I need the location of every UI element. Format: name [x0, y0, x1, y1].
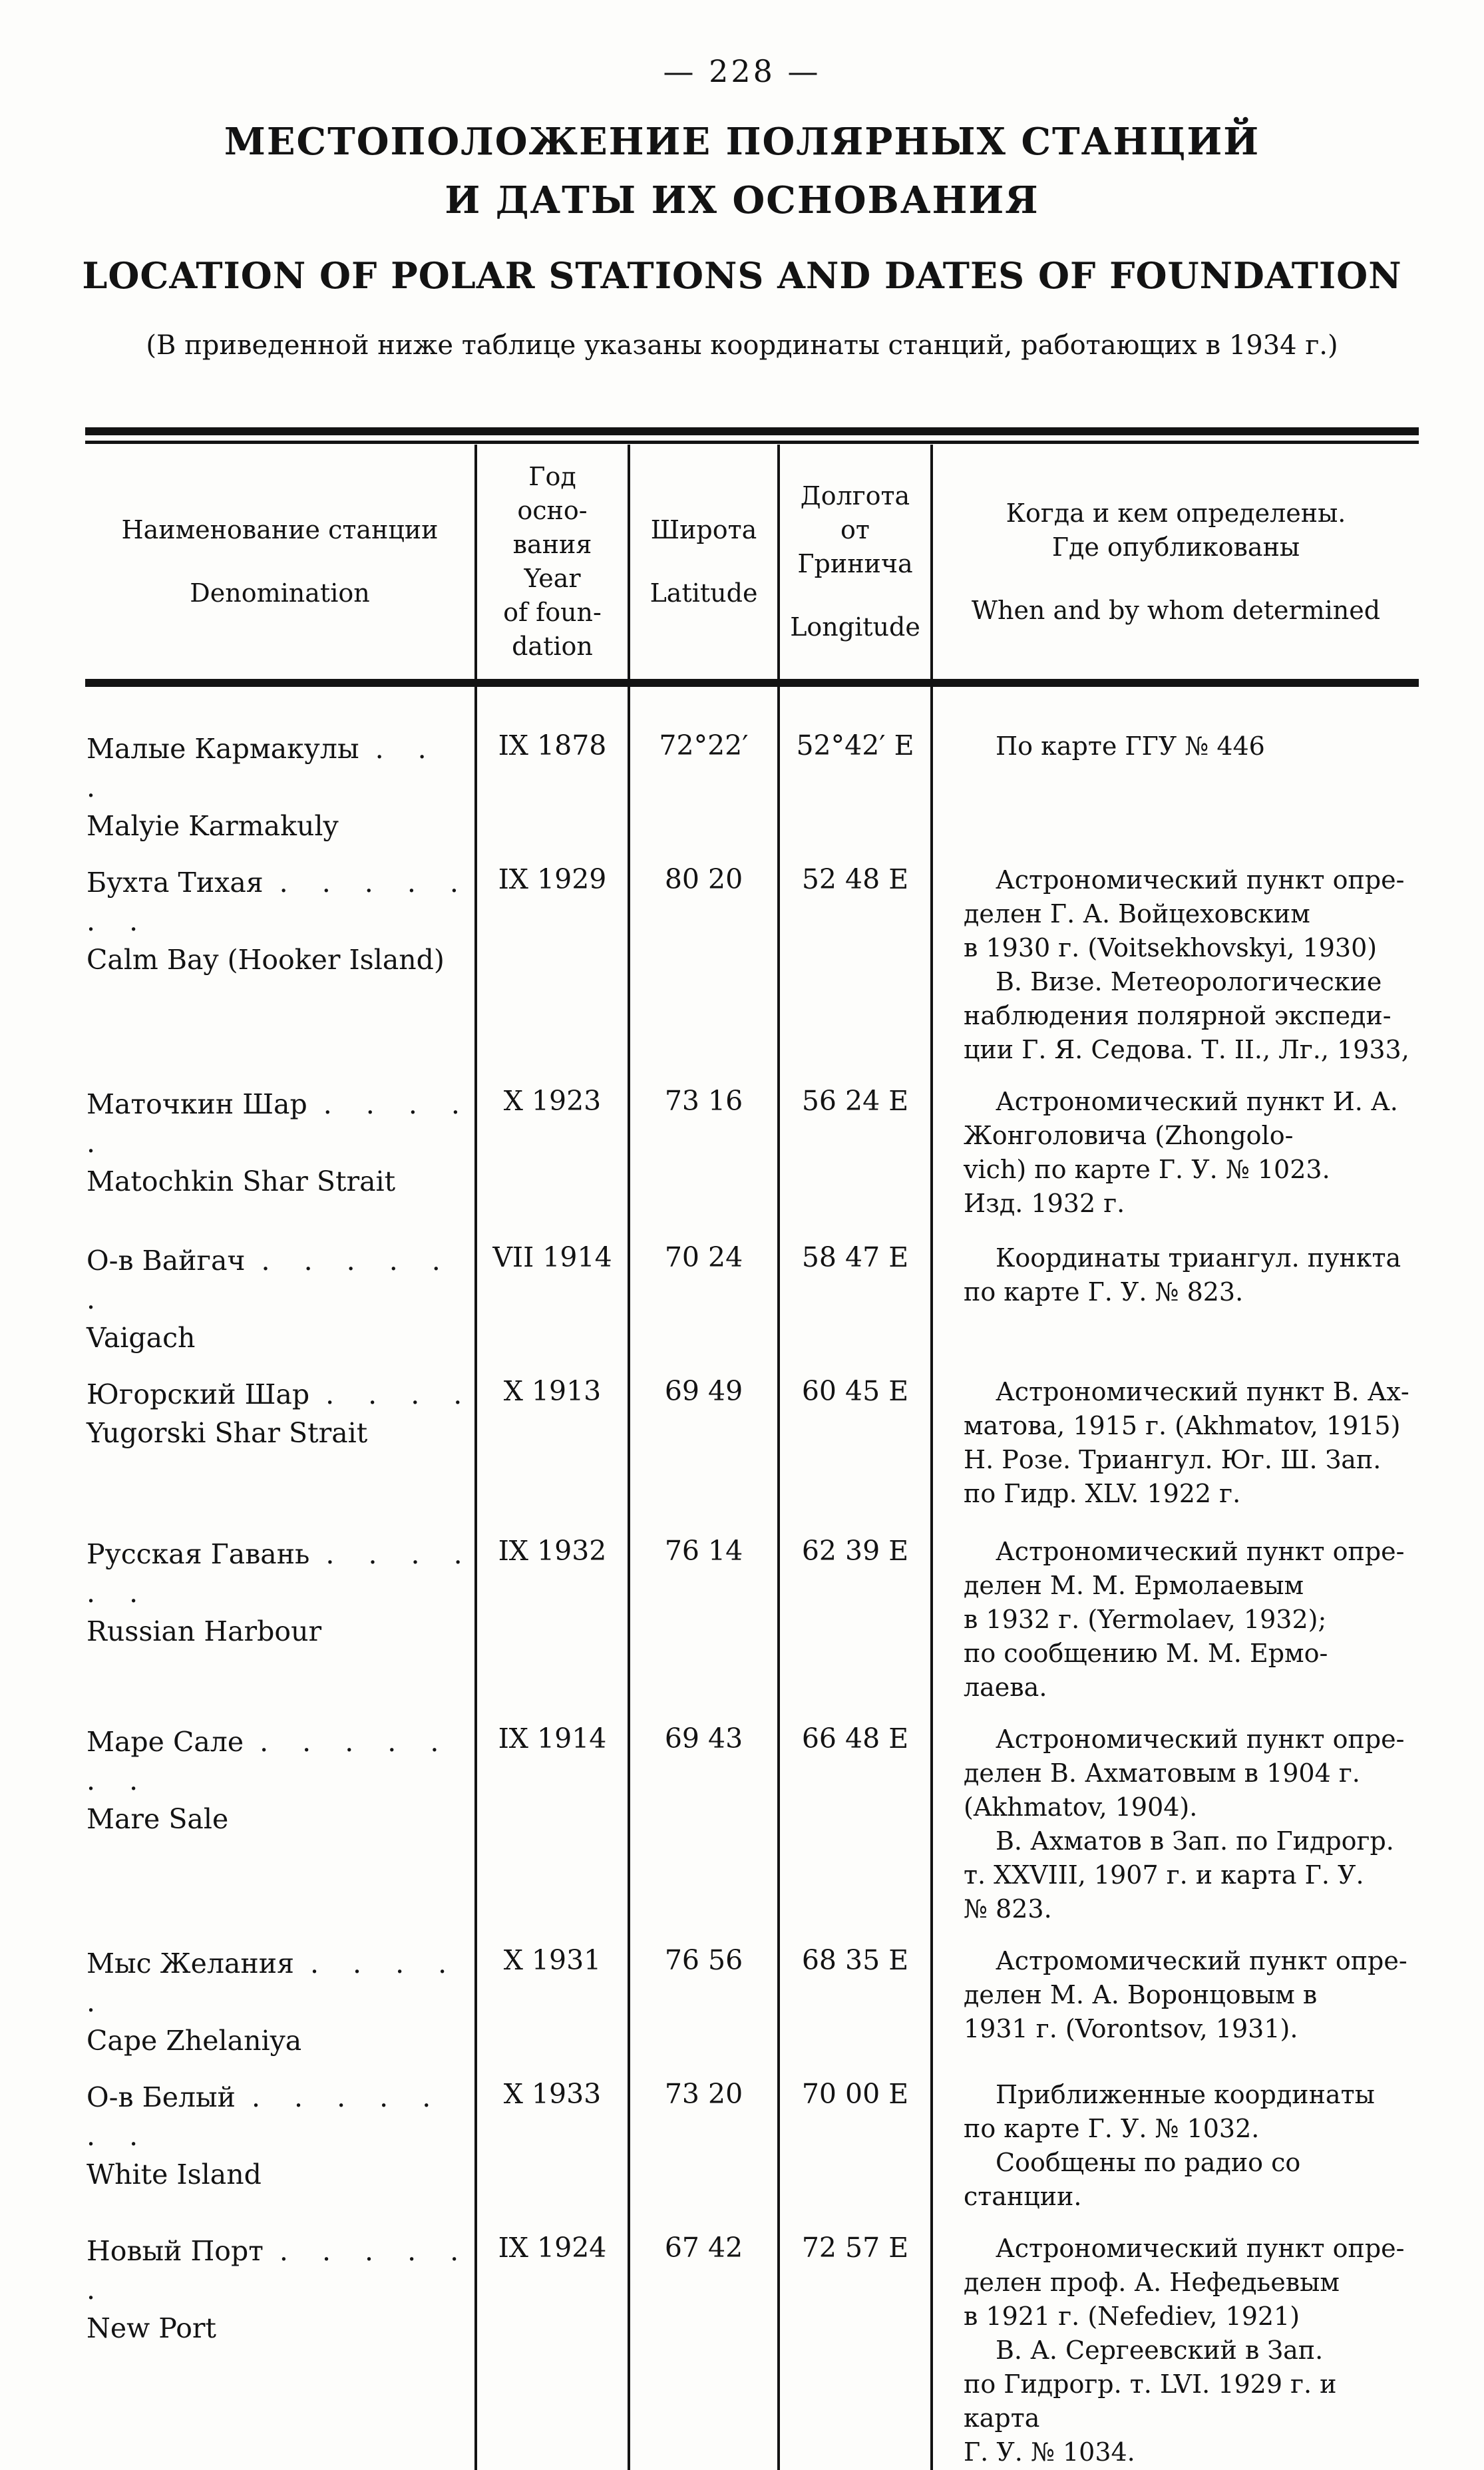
longitude-cell: 72 57 E [779, 2214, 932, 2470]
station-name-cell [85, 1927, 476, 2061]
col-header-denomination-ru: Наименование станции [121, 515, 439, 544]
note-line: Н. Розе. Триангул. Юг. Ш. Зап. [964, 1445, 1382, 1474]
station-name-ru: Русская Гавань [87, 1538, 310, 1570]
station-name-cell [85, 1358, 476, 1518]
note-line: по карте Г. У. № 823. [964, 1277, 1244, 1307]
title-russian-line2: И ДАТЫ ИХ ОСНОВАНИЯ [445, 178, 1039, 222]
title-english: LOCATION OF POLAR STATIONS AND DATES OF FOUNDATION [82, 254, 1402, 297]
longitude-cell: 62 39 E [779, 1518, 932, 1705]
station-name-ru: О-в Белый [87, 2081, 236, 2113]
note-line: Астрономический пункт И. А. [996, 1087, 1398, 1116]
note-line: В. А. Сергеевский в Зап. [996, 2336, 1324, 2365]
title-russian-line1: МЕСТОПОЛОЖЕНИЕ ПОЛЯРНЫХ СТАНЦИЙ [224, 120, 1260, 164]
station-name-en: White Island [87, 2159, 262, 2190]
note-line: Сообщены по радио со станции. [964, 2148, 1301, 2211]
station-name-en: New Port [87, 2312, 216, 2344]
dot-leader: . . . . . . . [87, 1726, 446, 1796]
stations-table-grid [85, 445, 1419, 2470]
station-name-ru: Маре Сале [87, 1726, 244, 1758]
col-header-denomination [85, 445, 476, 683]
station-name-en: Cape Zhelaniya [87, 2025, 302, 2057]
table-header-row [85, 445, 1419, 683]
col-header-year-line: dation [512, 632, 593, 661]
dot-leader: . . . . . . . [87, 867, 465, 937]
col-header-determined [932, 445, 1419, 683]
longitude-cell: 56 24 E [779, 1068, 932, 1224]
col-header-year-line: вания [512, 530, 592, 559]
col-header-longitude [779, 445, 932, 683]
station-name-ru: Югорский Шар [87, 1378, 310, 1410]
station-row [85, 1358, 1419, 1518]
table-top-rule-thick [85, 427, 1419, 435]
station-name-cell [85, 846, 476, 1068]
station-name-en: Malyie Karmakuly [87, 810, 339, 842]
station-name-en: Vaigach [87, 1322, 196, 1354]
station-name-en: Russian Harbour [87, 1615, 322, 1647]
col-header-longitude-ru-line: от [840, 515, 870, 544]
station-row [85, 846, 1419, 1068]
note-line: в 1932 г. (Yermolaev, 1932); [964, 1605, 1327, 1634]
note-line: Астромомический пункт опре- [996, 1946, 1407, 1975]
latitude-cell: 80 20 [629, 846, 779, 1068]
note-line: № 823. [964, 1894, 1052, 1924]
station-name-line [87, 729, 474, 807]
station-name-line [87, 1375, 474, 1414]
note-line: делен В. Ахматовым в 1904 г. [964, 1758, 1360, 1788]
note-line: Астрономический пункт опре- [996, 2234, 1405, 2263]
note-line: Координаты триангул. пункта [996, 1243, 1401, 1273]
station-name-en: Matochkin Shar Strait [87, 1165, 396, 1197]
station-row [85, 1705, 1419, 1927]
note-cell [932, 1068, 1419, 1224]
dot-leader: . . . . . [87, 1948, 454, 2018]
col-header-latitude-en: Latitude [649, 578, 758, 608]
longitude-cell: 58 47 E [779, 1224, 932, 1358]
station-name-line [87, 1944, 474, 2021]
note-line: Изд. 1932 г. [964, 1189, 1125, 1218]
station-row [85, 1518, 1419, 1705]
latitude-cell: 67 42 [629, 2214, 779, 2470]
note-line: в 1921 г. (Nefediev, 1921) [964, 2302, 1300, 2331]
station-name-line [87, 1535, 474, 1612]
col-header-year-line: Год [528, 462, 576, 491]
longitude-cell: 68 35 E [779, 1927, 932, 2061]
dot-leader: . . . . . . [87, 1245, 447, 1315]
note-line: по карте Г. У. № 1032. [964, 2114, 1260, 2143]
note-cell [932, 1518, 1419, 1705]
note-line: Жонголовича (Zhongolo- [964, 1121, 1294, 1150]
latitude-cell: 69 43 [629, 1705, 779, 1927]
note-line: Астрономический пункт В. Ах- [996, 1377, 1409, 1406]
station-name-cell [85, 683, 476, 846]
note-cell [932, 2214, 1419, 2470]
note-line: По карте ГГУ № 446 [996, 731, 1265, 761]
note-line: т. XXVIII, 1907 г. и карта Г. У. [964, 1860, 1364, 1890]
note-line: делен М. А. Воронцовым в [964, 1980, 1318, 2009]
note-line: наблюдения полярной экспеди- [964, 1001, 1391, 1030]
station-name-cell [85, 2061, 476, 2214]
year-cell: X 1933 [476, 2061, 629, 2214]
col-header-denomination-en: Denomination [190, 578, 370, 608]
year-cell: IX 1878 [476, 683, 629, 846]
note-line: делен проф. А. Нефедьевым [964, 2268, 1340, 2297]
col-header-year [476, 445, 629, 683]
station-row [85, 2061, 1419, 2214]
year-cell: IX 1929 [476, 846, 629, 1068]
station-name-en: Calm Bay (Hooker Island) [87, 944, 445, 976]
dot-leader: . . . . . . [87, 1538, 469, 1609]
dot-leader: . . . [87, 733, 433, 803]
col-header-determined-ru-line1: Когда и кем определены. [1006, 498, 1346, 528]
note-line: Астрономический пункт опре- [996, 1725, 1405, 1754]
note-line: Г. У. № 1034. [964, 2437, 1135, 2467]
year-cell: IX 1924 [476, 2214, 629, 2470]
note-cell [932, 2061, 1419, 2214]
note-line: делен М. М. Ермолаевым [964, 1571, 1304, 1600]
year-cell: IX 1932 [476, 1518, 629, 1705]
note-cell [932, 1705, 1419, 1927]
station-name-line [87, 2232, 474, 2309]
note-cell [932, 1358, 1419, 1518]
year-cell: X 1923 [476, 1068, 629, 1224]
stations-table [85, 427, 1419, 2470]
note-line: ции Г. Я. Седова. Т. II., Лг., 1933, [964, 1035, 1409, 1064]
latitude-cell: 76 14 [629, 1518, 779, 1705]
latitude-cell: 73 16 [629, 1068, 779, 1224]
col-header-determined-ru-line2: Где опубликованы [1051, 532, 1300, 562]
station-name-line [87, 2078, 474, 2155]
col-header-year-line: Year [524, 564, 581, 593]
longitude-cell: 52°42′ E [779, 683, 932, 846]
longitude-cell: 70 00 E [779, 2061, 932, 2214]
station-name-ru: Бухта Тихая [87, 867, 264, 899]
note-line: Астрономический пункт опре- [996, 1537, 1405, 1566]
latitude-cell: 72°22′ [629, 683, 779, 846]
station-name-line [87, 863, 474, 940]
note-line: делен Г. А. Войцеховским [964, 899, 1310, 928]
note-line: лаева. [964, 1673, 1047, 1702]
year-cell: X 1931 [476, 1927, 629, 2061]
station-name-ru: Малые Кармакулы [87, 733, 359, 765]
latitude-cell: 73 20 [629, 2061, 779, 2214]
dot-leader: . . . . . . . [87, 2081, 438, 2152]
station-name-cell [85, 1518, 476, 1705]
col-header-latitude-ru: Широта [650, 515, 757, 544]
longitude-cell: 52 48 E [779, 846, 932, 1068]
station-name-line [87, 1085, 474, 1162]
dot-leader: . . . . . . [87, 2235, 466, 2306]
station-name-line [87, 1723, 474, 1800]
year-cell: X 1913 [476, 1358, 629, 1518]
note-line: по Гидр. XLV. 1922 г. [964, 1479, 1241, 1508]
note-line: В. Ахматов в Зап. по Гидрогр. [996, 1826, 1394, 1856]
note-cell [932, 846, 1419, 1068]
note-line: vich) по карте Г. У. № 1023. [964, 1155, 1330, 1184]
station-name-cell [85, 1224, 476, 1358]
station-row [85, 1927, 1419, 2061]
station-name-cell [85, 2214, 476, 2470]
note-line: по Гидрогр. т. LVI. 1929 г. и карта [964, 2369, 1337, 2433]
year-cell: VII 1914 [476, 1224, 629, 1358]
note-line: (Akhmatov, 1904). [964, 1792, 1198, 1822]
note-cell [932, 1927, 1419, 2061]
dot-leader: . . . . . [87, 1088, 466, 1159]
col-header-year-line: осно- [517, 496, 588, 525]
note-line: В. Визе. Метеорологические [996, 967, 1382, 996]
note-line: Приближенные координаты [996, 2080, 1375, 2109]
latitude-cell: 69 49 [629, 1358, 779, 1518]
station-name-en: Yugorski Shar Strait [87, 1417, 368, 1449]
col-header-latitude [629, 445, 779, 683]
station-name-ru: О-в Вайгач [87, 1245, 246, 1277]
station-name-en: Mare Sale [87, 1803, 229, 1835]
station-row [85, 1068, 1419, 1224]
note-line: по сообщению М. М. Ермо- [964, 1639, 1328, 1668]
col-header-longitude-ru-line: Долгота [800, 481, 910, 511]
latitude-cell: 70 24 [629, 1224, 779, 1358]
note-line: Астрономический пункт опре- [996, 865, 1405, 895]
year-cell: IX 1914 [476, 1705, 629, 1927]
subtitle-note: (В приведенной ниже таблице указаны координаты станций, работающих в 1934 г.) [146, 330, 1338, 361]
note-cell [932, 683, 1419, 846]
note-cell [932, 1224, 1419, 1358]
note-line: в 1930 г. (Voitsekhovskyi, 1930) [964, 933, 1378, 962]
station-row [85, 683, 1419, 846]
station-name-ru: Маточкин Шар [87, 1088, 307, 1120]
note-line: матова, 1915 г. (Akhmatov, 1915) [964, 1411, 1401, 1440]
station-name-line [87, 1241, 474, 1319]
page-number: — 228 — [663, 53, 821, 89]
station-name-ru: Мыс Желания [87, 1948, 294, 1979]
station-name-cell [85, 1068, 476, 1224]
col-header-longitude-en: Longitude [790, 612, 920, 642]
dot-leader: . . . . [325, 1378, 469, 1410]
col-header-year-line: of foun- [503, 598, 602, 627]
latitude-cell: 76 56 [629, 1927, 779, 2061]
station-row [85, 1224, 1419, 1358]
col-header-determined-en: When and by whom determined [971, 595, 1381, 625]
station-row [85, 2214, 1419, 2470]
note-line: 1931 г. (Vorontsov, 1931). [964, 2014, 1298, 2043]
col-header-longitude-ru-line: Гринича [797, 549, 913, 578]
station-name-cell [85, 1705, 476, 1927]
longitude-cell: 60 45 E [779, 1358, 932, 1518]
longitude-cell: 66 48 E [779, 1705, 932, 1927]
station-name-ru: Новый Порт [87, 2235, 264, 2267]
table-top-rule-thin [85, 441, 1419, 444]
